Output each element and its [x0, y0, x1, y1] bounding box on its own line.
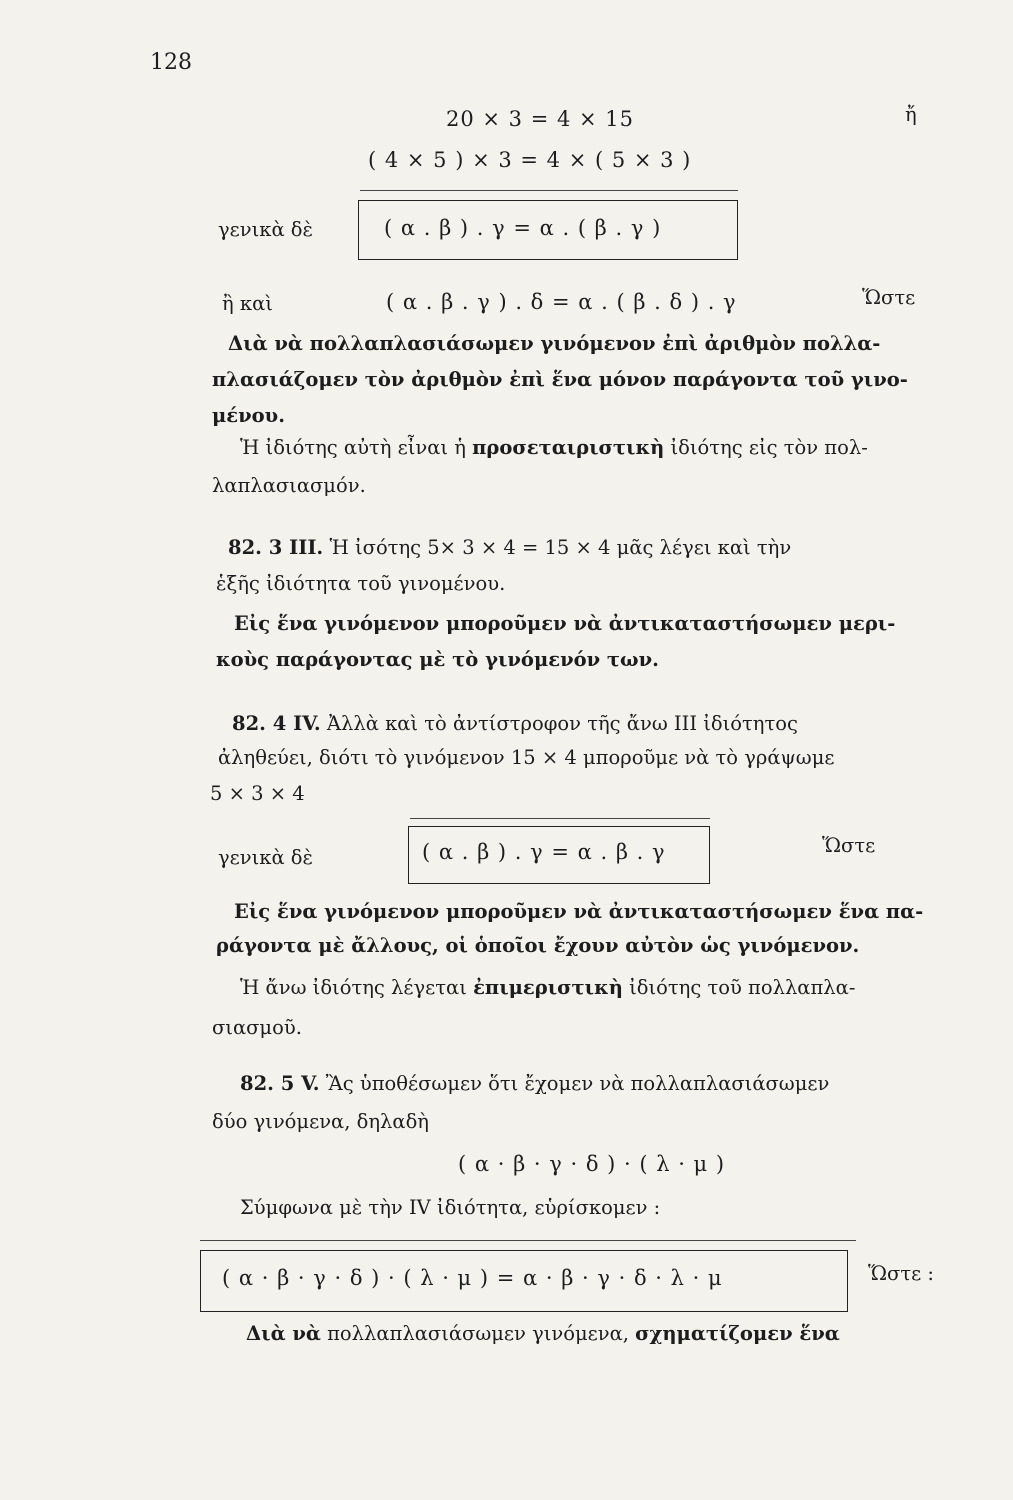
- box-top-rule: [360, 190, 738, 191]
- property-text-b: ἰδιότης εἰς τὸν πολ-: [670, 436, 868, 459]
- formula-associative-extended: ( α . β . γ ) . δ = α . ( β . δ ) . γ: [386, 290, 737, 314]
- section-82-5-text: Ἂς ὑποθέσωμεν ὅτι ἔχομεν νὰ πολλαπλασιάσωμεν: [325, 1072, 830, 1095]
- section-82-3-line-2: ἑξῆς ἰδιότητα τοῦ γινομένου.: [216, 572, 506, 595]
- property-line-2: λαπλασιασμόν.: [212, 474, 366, 497]
- property-2-text-a: Ἡ ἄνω ἰδιότης λέγεται: [240, 976, 467, 999]
- section-82-5-line-2: δύο γινόμενα, δηλαδὴ: [212, 1110, 429, 1133]
- generally-label-2: γενικὰ δὲ: [218, 846, 314, 869]
- property-line-1: [240, 436, 868, 459]
- property-name-associative: προσεταιριστικὴ: [472, 436, 665, 459]
- equation-numeric: 20 × 3 = 4 × 15: [446, 107, 635, 131]
- equation-grouped: ( 4 × 5 ) × 3 = 4 × ( 5 × 3 ): [368, 148, 692, 172]
- section-82-5-line-1: [240, 1072, 829, 1095]
- generally-label: γενικὰ δὲ: [218, 218, 314, 241]
- rule-line-2: πλασιάζομεν τὸν ἀριθμὸν ἐπὶ ἕνα μόνον παράγοντα τοῦ γινο-: [212, 368, 908, 391]
- rule-replace-line-2: κοὺς παράγοντας μὲ τὸ γινόμενόν των.: [216, 648, 659, 671]
- section-82-4-line-3: 5 × 3 × 4: [210, 782, 305, 805]
- box-top-rule-2: [410, 818, 710, 819]
- and-label: ἢ καὶ: [222, 292, 273, 315]
- therefore-label: Ὥστε: [862, 286, 916, 309]
- conjunction-right: ἤ: [905, 103, 917, 126]
- formula-distributive: ( α . β ) . γ = α . β . γ: [422, 840, 666, 864]
- property-2-line-1: [240, 976, 855, 999]
- section-82-4-line-2: ἀληθεύει, διότι τὸ γινόμενον 15 × 4 μποροῦμε νὰ τὸ γράψωμε: [218, 746, 835, 769]
- product-of-products: ( α · β · γ · δ ) · ( λ · μ ): [458, 1152, 726, 1176]
- final-line: [246, 1322, 840, 1345]
- final-text-a: Διὰ νὰ: [246, 1322, 321, 1345]
- rule-factor-line-2: ράγοντα μὲ ἄλλους, οἱ ὁποῖοι ἔχουν αὐτὸν ὡς γινόμενον.: [216, 934, 860, 957]
- therefore-label-2: Ὥστε: [822, 834, 876, 857]
- formula-combined: ( α · β · γ · δ ) · ( λ · μ ) = α · β · γ · δ · λ · μ: [222, 1266, 723, 1290]
- rule-line-1: Διὰ νὰ πολλαπλασιάσωμεν γινόμενον ἐπὶ ἀριθμὸν πολλα-: [228, 332, 881, 355]
- section-82-4-line-1: [232, 712, 798, 735]
- section-82-3-text: Ἡ ἰσότης 5× 3 × 4 = 15 × 4 μᾶς λέγει καὶ τὴν: [329, 536, 792, 559]
- rule-factor-line-1: Εἰς ἕνα γινόμενον μποροῦμεν νὰ ἀντικαταστήσωμεν ἕνα πα-: [234, 900, 924, 923]
- rule-line-3: μένου.: [212, 404, 285, 427]
- section-82-3-line-1: [228, 536, 791, 559]
- section-82-3-head: 82. 3 III.: [228, 536, 324, 559]
- page-number: 128: [150, 50, 192, 75]
- section-82-5-line-3: Σύμφωνα μὲ τὴν IV ἰδιότητα, εὑρίσκομεν :: [240, 1196, 661, 1219]
- box-top-rule-3: [200, 1240, 856, 1241]
- section-82-5-head: 82. 5 V.: [240, 1072, 320, 1095]
- rule-replace-line-1: Εἰς ἕνα γινόμενον μποροῦμεν νὰ ἀντικαταστήσωμεν μερι-: [234, 612, 896, 635]
- property-text-a: Ἡ ἰδιότης αὐτὴ εἶναι ἡ: [240, 436, 466, 459]
- section-82-4-head: 82. 4 IV.: [232, 712, 321, 735]
- final-text-c: γινόμενα,: [532, 1322, 629, 1345]
- property-2-line-2: σιασμοῦ.: [212, 1016, 302, 1039]
- property-2-text-b: ἰδιότης τοῦ πολλαπλα-: [629, 976, 856, 999]
- final-text-b: πολλαπλασιάσωμεν: [327, 1322, 526, 1345]
- therefore-label-3: Ὥστε :: [868, 1262, 934, 1285]
- property-name-distributive: ἐπιμεριστικὴ: [473, 976, 623, 999]
- section-82-4-text: Ἀλλὰ καὶ τὸ ἀντίστροφον τῆς ἄνω III ἰδιότητος: [326, 712, 798, 735]
- formula-associative: ( α . β ) . γ = α . ( β . γ ): [384, 216, 662, 240]
- final-text-d: σχηματίζομεν ἕνα: [635, 1322, 840, 1345]
